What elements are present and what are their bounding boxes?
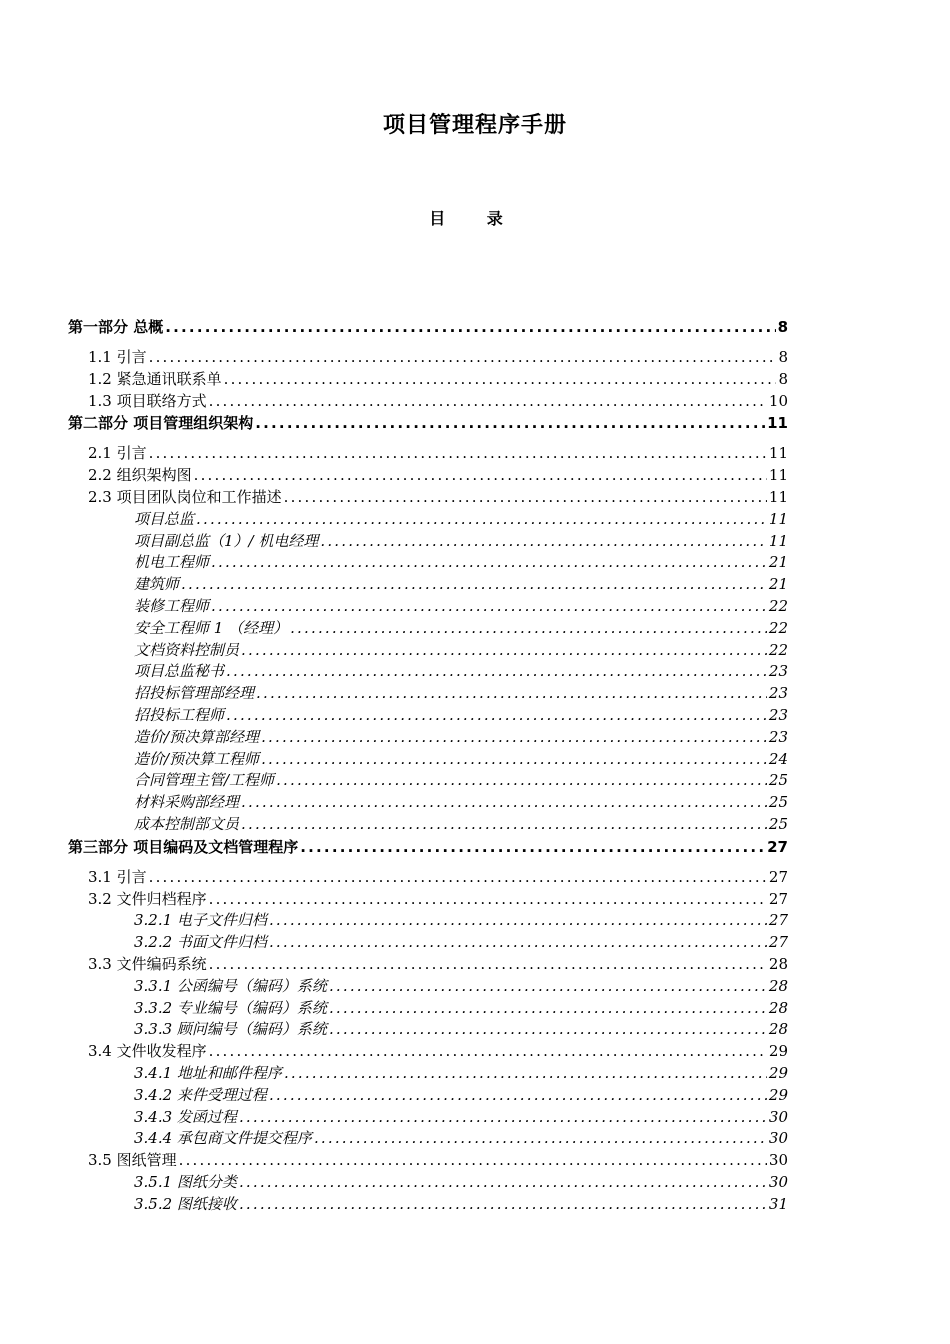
toc-entry-label: 1.1 引言	[88, 348, 147, 366]
toc-entry[interactable]	[68, 1128, 788, 1150]
toc-entry[interactable]	[68, 347, 788, 369]
toc-entry[interactable]	[68, 465, 788, 487]
toc-entry[interactable]	[68, 531, 788, 553]
toc-entry-page-number: 23	[768, 662, 788, 681]
toc-entry[interactable]	[68, 792, 788, 814]
toc-leader-dots	[255, 412, 765, 434]
toc-entry-page-number: 25	[768, 814, 788, 833]
toc-leader-dots	[149, 867, 767, 889]
toc-entry-label: 3.4.1 地址和邮件程序	[134, 1063, 282, 1082]
toc-entry-page-number: 21	[768, 553, 788, 572]
toc-entry-label: 3.3 文件编码系统	[88, 954, 207, 973]
toc-leader-dots	[239, 1172, 767, 1194]
toc-entry-label: 3.4.2 来件受理过程	[134, 1085, 267, 1104]
toc-entry-label: 合同管理主管/工程师	[134, 771, 275, 790]
toc-entry-label: 成本控制部文员	[134, 814, 240, 833]
toc-entry-label: 3.3.1 公函编号（编码）系统	[134, 976, 327, 995]
toc-entry-page-number: 24	[768, 749, 788, 768]
toc-entry-page-number: 28	[768, 976, 788, 995]
toc-entry-page-number: 21	[768, 575, 788, 594]
toc-entry-page-number: 27	[767, 837, 788, 856]
toc-entry-label: 3.4.3 发函过程	[134, 1107, 237, 1126]
toc-entry-page-number: 10	[768, 391, 788, 410]
toc-leader-dots	[320, 531, 767, 553]
toc-entry-page-number: 8	[777, 318, 788, 336]
toc-entry-label: 项目总监	[134, 509, 195, 528]
toc-entry[interactable]	[68, 727, 788, 749]
toc-entry-label: 3.2.1 电子文件归档	[134, 911, 267, 930]
toc-entry-label: 3.3.3 顾问编号（编码）系统	[134, 1020, 327, 1039]
toc-entry-label: 3.5.1 图纸分类	[134, 1172, 237, 1191]
toc-leader-dots	[226, 661, 767, 683]
toc-leader-dots	[165, 316, 775, 338]
toc-leader-dots	[181, 574, 767, 596]
toc-entry-label: 招投标管理部经理	[134, 684, 255, 703]
toc-entry-page-number: 22	[768, 618, 788, 637]
toc-leader-dots	[194, 465, 767, 487]
toc-entry-page-number: 25	[768, 793, 788, 812]
toc-entry[interactable]	[68, 867, 788, 889]
toc-entry[interactable]	[68, 391, 788, 413]
toc-leader-dots	[149, 347, 777, 369]
toc-entry[interactable]	[68, 814, 788, 836]
toc-entry-label: 3.2 文件归档程序	[88, 889, 207, 908]
toc-entry-label: 1.2 紧急通讯联系单	[88, 369, 222, 388]
toc-leader-dots	[256, 683, 767, 705]
toc-entry[interactable]	[68, 618, 788, 640]
toc-entry[interactable]	[68, 836, 788, 858]
toc-entry-page-number: 28	[768, 998, 788, 1017]
toc-entry-label: 装修工程师	[134, 596, 210, 615]
toc-leader-dots	[224, 369, 777, 391]
toc-leader-dots	[269, 1085, 767, 1107]
toc-leader-dots	[211, 552, 767, 574]
toc-entry-label: 2.3 项目团队岗位和工作描述	[88, 487, 282, 506]
toc-entry[interactable]	[68, 552, 788, 574]
toc-entry-label: 2.1 引言	[88, 444, 147, 463]
toc-leader-dots	[261, 749, 767, 771]
toc-entry-page-number: 29	[768, 1042, 788, 1061]
toc-entry-page-number: 8	[778, 369, 788, 388]
document-title: 项目管理程序手册	[382, 113, 567, 138]
toc-entry[interactable]	[68, 1019, 788, 1041]
toc-entry-page-number: 23	[768, 727, 788, 746]
toc-entry[interactable]	[68, 770, 788, 792]
toc-entry-page-number: 25	[768, 771, 788, 790]
toc-entry-page-number: 23	[768, 684, 788, 703]
toc-entry-page-number: 11	[768, 531, 788, 550]
toc-entry[interactable]	[68, 1194, 788, 1216]
toc-entry[interactable]	[68, 749, 788, 771]
toc-leader-dots	[269, 932, 767, 954]
toc-entry-label: 招投标工程师	[134, 705, 225, 724]
toc-entry[interactable]	[68, 683, 788, 705]
toc-entry-page-number: 30	[768, 1129, 788, 1148]
toc-entry-page-number: 22	[768, 596, 788, 615]
toc-leader-dots	[261, 727, 767, 749]
toc-entry-label: 第三部分 项目编码及文档管理程序	[68, 837, 299, 856]
toc-entry[interactable]	[68, 976, 788, 998]
toc-leader-dots	[209, 391, 767, 413]
toc-entry-page-number: 27	[768, 933, 788, 952]
toc-entry[interactable]	[68, 910, 788, 932]
toc-entry-page-number: 30	[768, 1151, 788, 1170]
toc-leader-dots	[209, 954, 767, 976]
toc-entry-page-number: 28	[768, 1020, 788, 1039]
toc-entry-label: 3.5 图纸管理	[88, 1151, 177, 1170]
toc-entry-page-number: 28	[768, 954, 788, 973]
toc-entry-page-number: 11	[767, 414, 788, 433]
toc-entry[interactable]	[68, 1172, 788, 1194]
toc-leader-dots	[226, 705, 767, 727]
toc-entry[interactable]	[68, 1107, 788, 1129]
toc-entry-label: 第一部分 总概	[68, 318, 164, 336]
toc-heading: 目 录	[429, 209, 521, 228]
toc-entry[interactable]	[68, 1150, 788, 1172]
toc-entry-label: 造价/预决算工程师	[134, 749, 260, 768]
toc-leader-dots	[241, 640, 767, 662]
toc-leader-dots	[211, 596, 767, 618]
toc-entry-label: 安全工程师 1 （经理）	[134, 618, 289, 637]
toc-entry-page-number: 30	[768, 1107, 788, 1126]
toc-entry[interactable]	[68, 509, 788, 531]
toc-entry-page-number: 27	[768, 867, 788, 886]
toc-leader-dots	[209, 889, 767, 911]
toc-entry[interactable]	[68, 705, 788, 727]
toc-entry-page-number: 22	[768, 640, 788, 659]
toc-entry-label: 3.4.4 承包商文件提交程序	[134, 1129, 312, 1148]
toc-entry-label: 3.3.2 专业编号（编码）系统	[134, 998, 327, 1017]
toc-entry-label: 3.5.2 图纸接收	[134, 1194, 237, 1213]
toc-entry-page-number: 30	[768, 1172, 788, 1191]
toc-entry-page-number: 11	[768, 509, 788, 528]
toc-entry-page-number: 8	[778, 348, 788, 366]
toc-leader-dots	[209, 1041, 767, 1063]
toc-entry-label: 3.4 文件收发程序	[88, 1042, 207, 1061]
toc-entry[interactable]	[68, 487, 788, 509]
toc-leader-dots	[241, 792, 767, 814]
toc-entry[interactable]	[68, 998, 788, 1020]
toc-leader-dots	[241, 814, 767, 836]
toc-leader-dots	[329, 998, 767, 1020]
toc-entry[interactable]	[68, 661, 788, 683]
toc-leader-dots	[149, 443, 767, 465]
toc-entry-label: 项目总监秘书	[134, 662, 225, 681]
toc-entry-label: 造价/预决算部经理	[134, 727, 260, 746]
toc-entry-page-number: 27	[768, 911, 788, 930]
toc-leader-dots	[269, 910, 767, 932]
toc-entry-label: 3.2.2 书面文件归档	[134, 933, 267, 952]
toc-entry[interactable]	[68, 1041, 788, 1063]
toc-leader-dots	[276, 770, 767, 792]
toc-entry-page-number: 29	[768, 1063, 788, 1082]
toc-leader-dots	[239, 1107, 767, 1129]
toc-entry[interactable]	[68, 954, 788, 976]
toc-entry-label: 1.3 项目联络方式	[88, 391, 207, 410]
toc-entry[interactable]	[68, 443, 788, 465]
toc-entry-label: 文档资料控制员	[134, 640, 240, 659]
toc-entry-page-number: 11	[768, 487, 788, 506]
toc-entry[interactable]	[68, 932, 788, 954]
toc-entry-page-number: 31	[768, 1194, 788, 1213]
toc-leader-dots	[329, 1019, 767, 1041]
toc-entry-label: 机电工程师	[134, 553, 210, 572]
toc-entry-page-number: 29	[768, 1085, 788, 1104]
toc-leader-dots	[300, 836, 765, 858]
toc-leader-dots	[196, 509, 767, 531]
toc-entry[interactable]	[68, 640, 788, 662]
toc-leader-dots	[239, 1194, 767, 1216]
toc-leader-dots	[284, 1063, 767, 1085]
toc-entry-page-number: 11	[768, 444, 788, 463]
toc-entry-label: 项目副总监（1）/ 机电经理	[134, 531, 319, 550]
toc-entry[interactable]	[68, 596, 788, 618]
table-of-contents	[68, 316, 788, 1215]
toc-entry[interactable]	[68, 574, 788, 596]
toc-entry-page-number: 11	[768, 466, 788, 485]
toc-entry-label: 3.1 引言	[88, 867, 147, 886]
toc-leader-dots	[179, 1150, 767, 1172]
toc-entry-page-number: 27	[768, 889, 788, 908]
toc-entry[interactable]	[68, 1085, 788, 1107]
toc-entry-label: 第二部分 项目管理组织架构	[68, 414, 254, 433]
toc-entry-label: 建筑师	[134, 575, 180, 594]
toc-leader-dots	[329, 976, 767, 998]
toc-entry-label: 材料采购部经理	[134, 793, 240, 812]
toc-leader-dots	[314, 1128, 767, 1150]
toc-entry[interactable]	[68, 1063, 788, 1085]
toc-entry-label: 2.2 组织架构图	[88, 466, 192, 485]
toc-leader-dots	[284, 487, 767, 509]
toc-entry[interactable]	[68, 316, 788, 338]
toc-entry-page-number: 23	[768, 705, 788, 724]
toc-entry[interactable]	[68, 369, 788, 391]
toc-leader-dots	[290, 618, 767, 640]
toc-entry[interactable]	[68, 412, 788, 434]
toc-entry[interactable]	[68, 889, 788, 911]
